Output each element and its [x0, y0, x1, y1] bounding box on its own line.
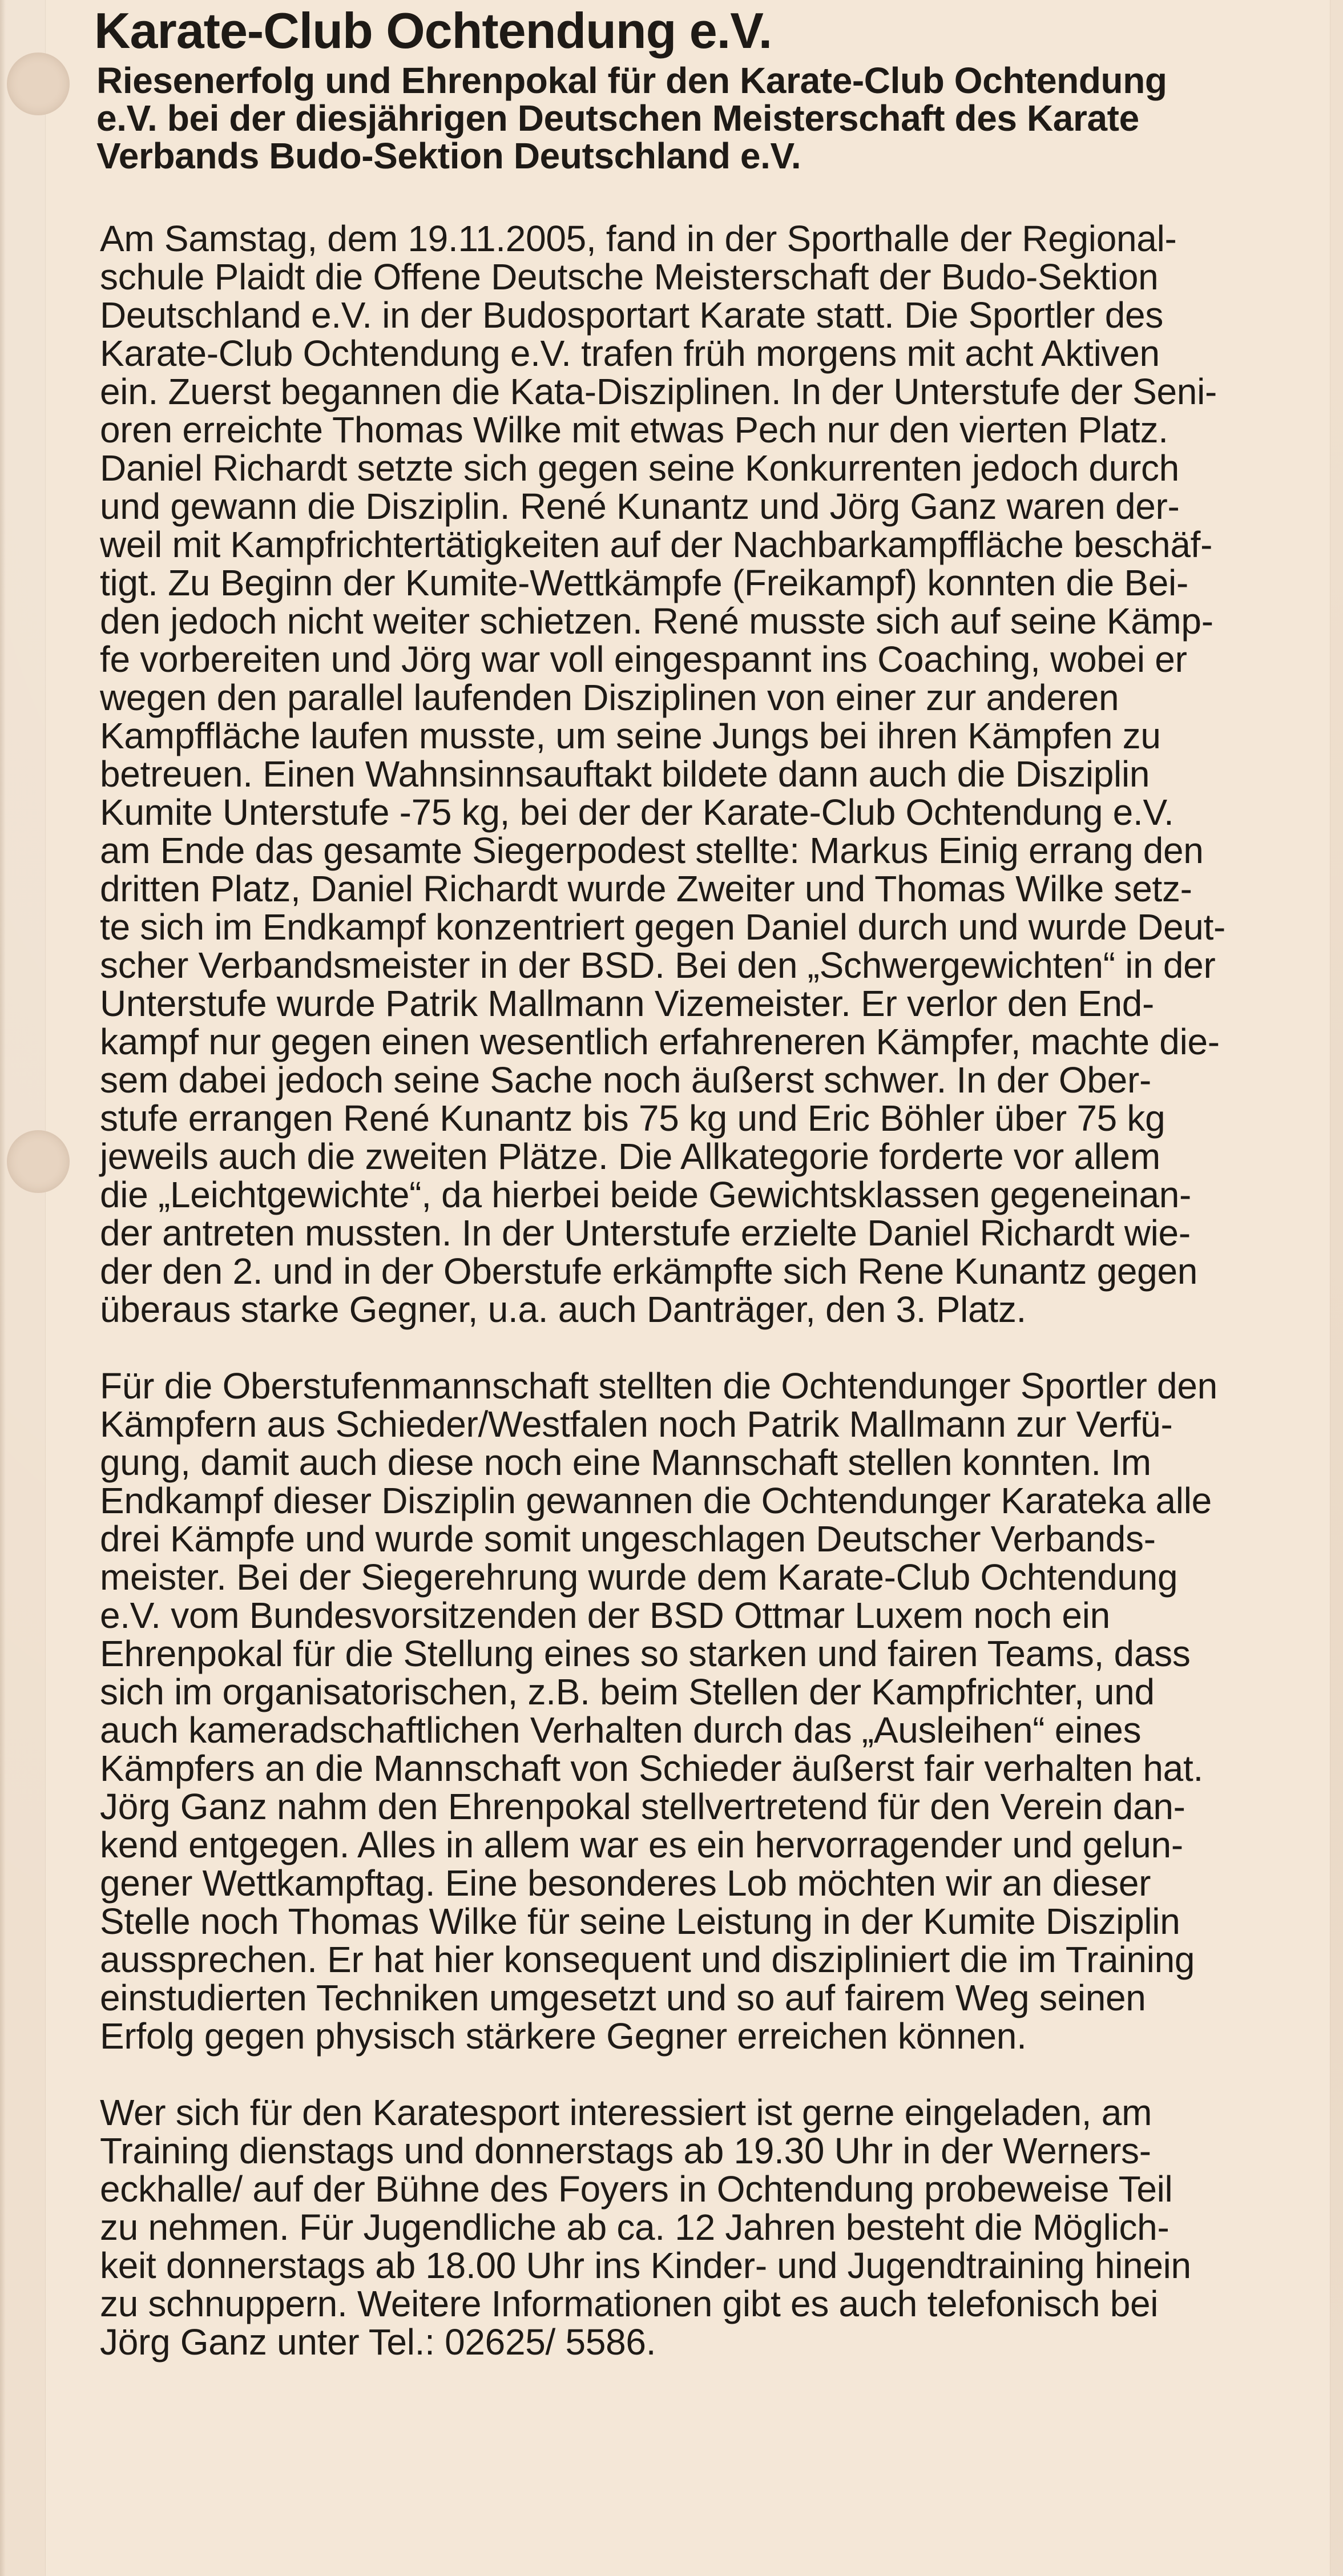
article-paragraph: Für die Oberstufenmannschaft stellten die Ochtendunger Sportler den Kämpfern aus Schieder/Westfalen noch Patrik Mallmann zur Verfü- gung, damit auch diese noch eine Mannschaft stellen konnten. Im Endkampf dieser Disziplin gewannen die Ochtendunger Karateka alle drei Kämpfe und wurde somit ungeschlagen Deutscher Verbands- meister. Bei der Siegerehrung wurde dem Karate-Club Ochtendung e.V. vom Bundesvorsitzenden der BSD Ottmar Luxem noch ein Ehrenpokal für die Stellung eines so starken und fairen Teams, dass sich im organisatorischen, z.B. beim Stellen der Kampfrichter, und auch kameradschaftlichen Verhalten durch das „Ausleihen“ eines Kämpfers an die Mannschaft von Schieder äußerst fair verhalten hat. Jörg Ganz nahm den Ehrenpokal stellvertretend für den Verein dan- kend entgegen. Alles in allem war es ein hervorragender und gelun- gener Wettkampftag. Eine besonderes Lob möchten wir an dieser Stelle noch Thomas Wilke für seine Leistung in der Kumite Disziplin aussprechen. Er hat hier konsequent und diszipliniert die im Training einstudierten Techniken umgesetzt und so auf fairem Weg seinen Erfolg gegen physisch stärkere Gegner erreichen können. [100, 1365, 1217, 2057]
article [94, 2, 1310, 2400]
punch-hole [7, 1130, 70, 1193]
article-body [100, 182, 1310, 2400]
page-edge-shadow [0, 0, 6, 2576]
article-paragraph: Wer sich für den Karatesport interessiert ist gerne eingeladen, am Training dienstags und donnerstags ab 19.30 Uhr in der Werners- eckhalle/ auf der Bühne des Foyers in Ochtendung probeweise Teil zu nehmen. Für Jugendliche ab ca. 12 Jahren besteht die Möglich- keit donnerstags ab 18.00 Uhr ins Kinder- und Jugendtraining hinein zu schnuppern. Weitere Informationen gibt es auch telefonisch bei Jörg Ganz unter Tel.: 02625/ 5586. [100, 2092, 1191, 2363]
punch-hole [7, 53, 70, 115]
article-subheadline: Riesenerfolg und Ehrenpokal für den Karate-Club Ochtendung e.V. bei der diesjährigen Deutschen Meisterschaft des Karate Verbands Budo-Sektion Deutschland e.V. [96, 60, 1167, 176]
article-headline: Karate-Club Ochtendung e.V. [94, 2, 772, 59]
article-paragraph: Am Samstag, dem 19.11.2005, fand in der Sporthalle der Regional- schule Plaidt die Offene Deutsche Meisterschaft der Budo-Sektion Deutschland e.V. in der Budosportart Karate statt. Die Sportler des Karate-Club Ochtendung e.V. trafen früh morgens mit acht Aktiven ein. Zuerst begannen die Kata-Disziplinen. In der Unterstufe der Seni- oren erreichte Thomas Wilke mit etwas Pech nur den vierten Platz. Daniel Richardt setzte sich gegen seine Konkurrenten jedoch durch und gewann die Disziplin. René Kunantz und Jörg Ganz waren der- weil mit Kampfrichtertätigkeiten auf der Nachbarkampffläche beschäf- tigt. Zu Beginn der Kumite-Wettkämpfe (Freikampf) konnten die Bei- den jedoch nicht weiter schietzen. René musste sich auf seine Kämp- fe vorbereiten und Jörg war voll eingespannt ins Coaching, wobei er wegen den parallel laufenden Disziplinen von einer zur anderen Kampffläche laufen musste, um seine Jungs bei ihren Kämpfen zu betreuen. Einen Wahnsinnsauftakt bildete dann auch die Disziplin Kumite Unterstufe -75 kg, bei der der Karate-Club Ochtendung e.V. am Ende das gesamte Siegerpodest stellte: Markus Einig errang den dritten Platz, Daniel Richardt wurde Zweiter und Thomas Wilke setz- te sich im Endkampf konzentriert gegen Daniel durch und wurde Deut- scher Verbandsmeister in der BSD. Bei den „Schwergewichten“ in der Unterstufe wurde Patrik Mallmann Vizemeister. Er verlor den End- kampf nur gegen einen wesentlich erfahreneren Kämpfer, machte die- sem dabei jedoch seine Sache noch äußerst schwer. In der Ober- stufe errangen René Kunantz bis 75 kg und Eric Böhler über 75 kg jeweils auch die zweiten Plätze. Die Allkategorie forderte vor allem die „Leichtgewichte“, da hierbei beide Gewichtsklassen gegeneinan- der antreten mussten. In der Unterstufe erzielte Daniel Richardt wie- der den 2. und in der Oberstufe erkämpfte sich Rene Kunantz gegen überaus starke Gegner, u.a. auch Danträger, den 3. Platz. [100, 218, 1226, 1330]
